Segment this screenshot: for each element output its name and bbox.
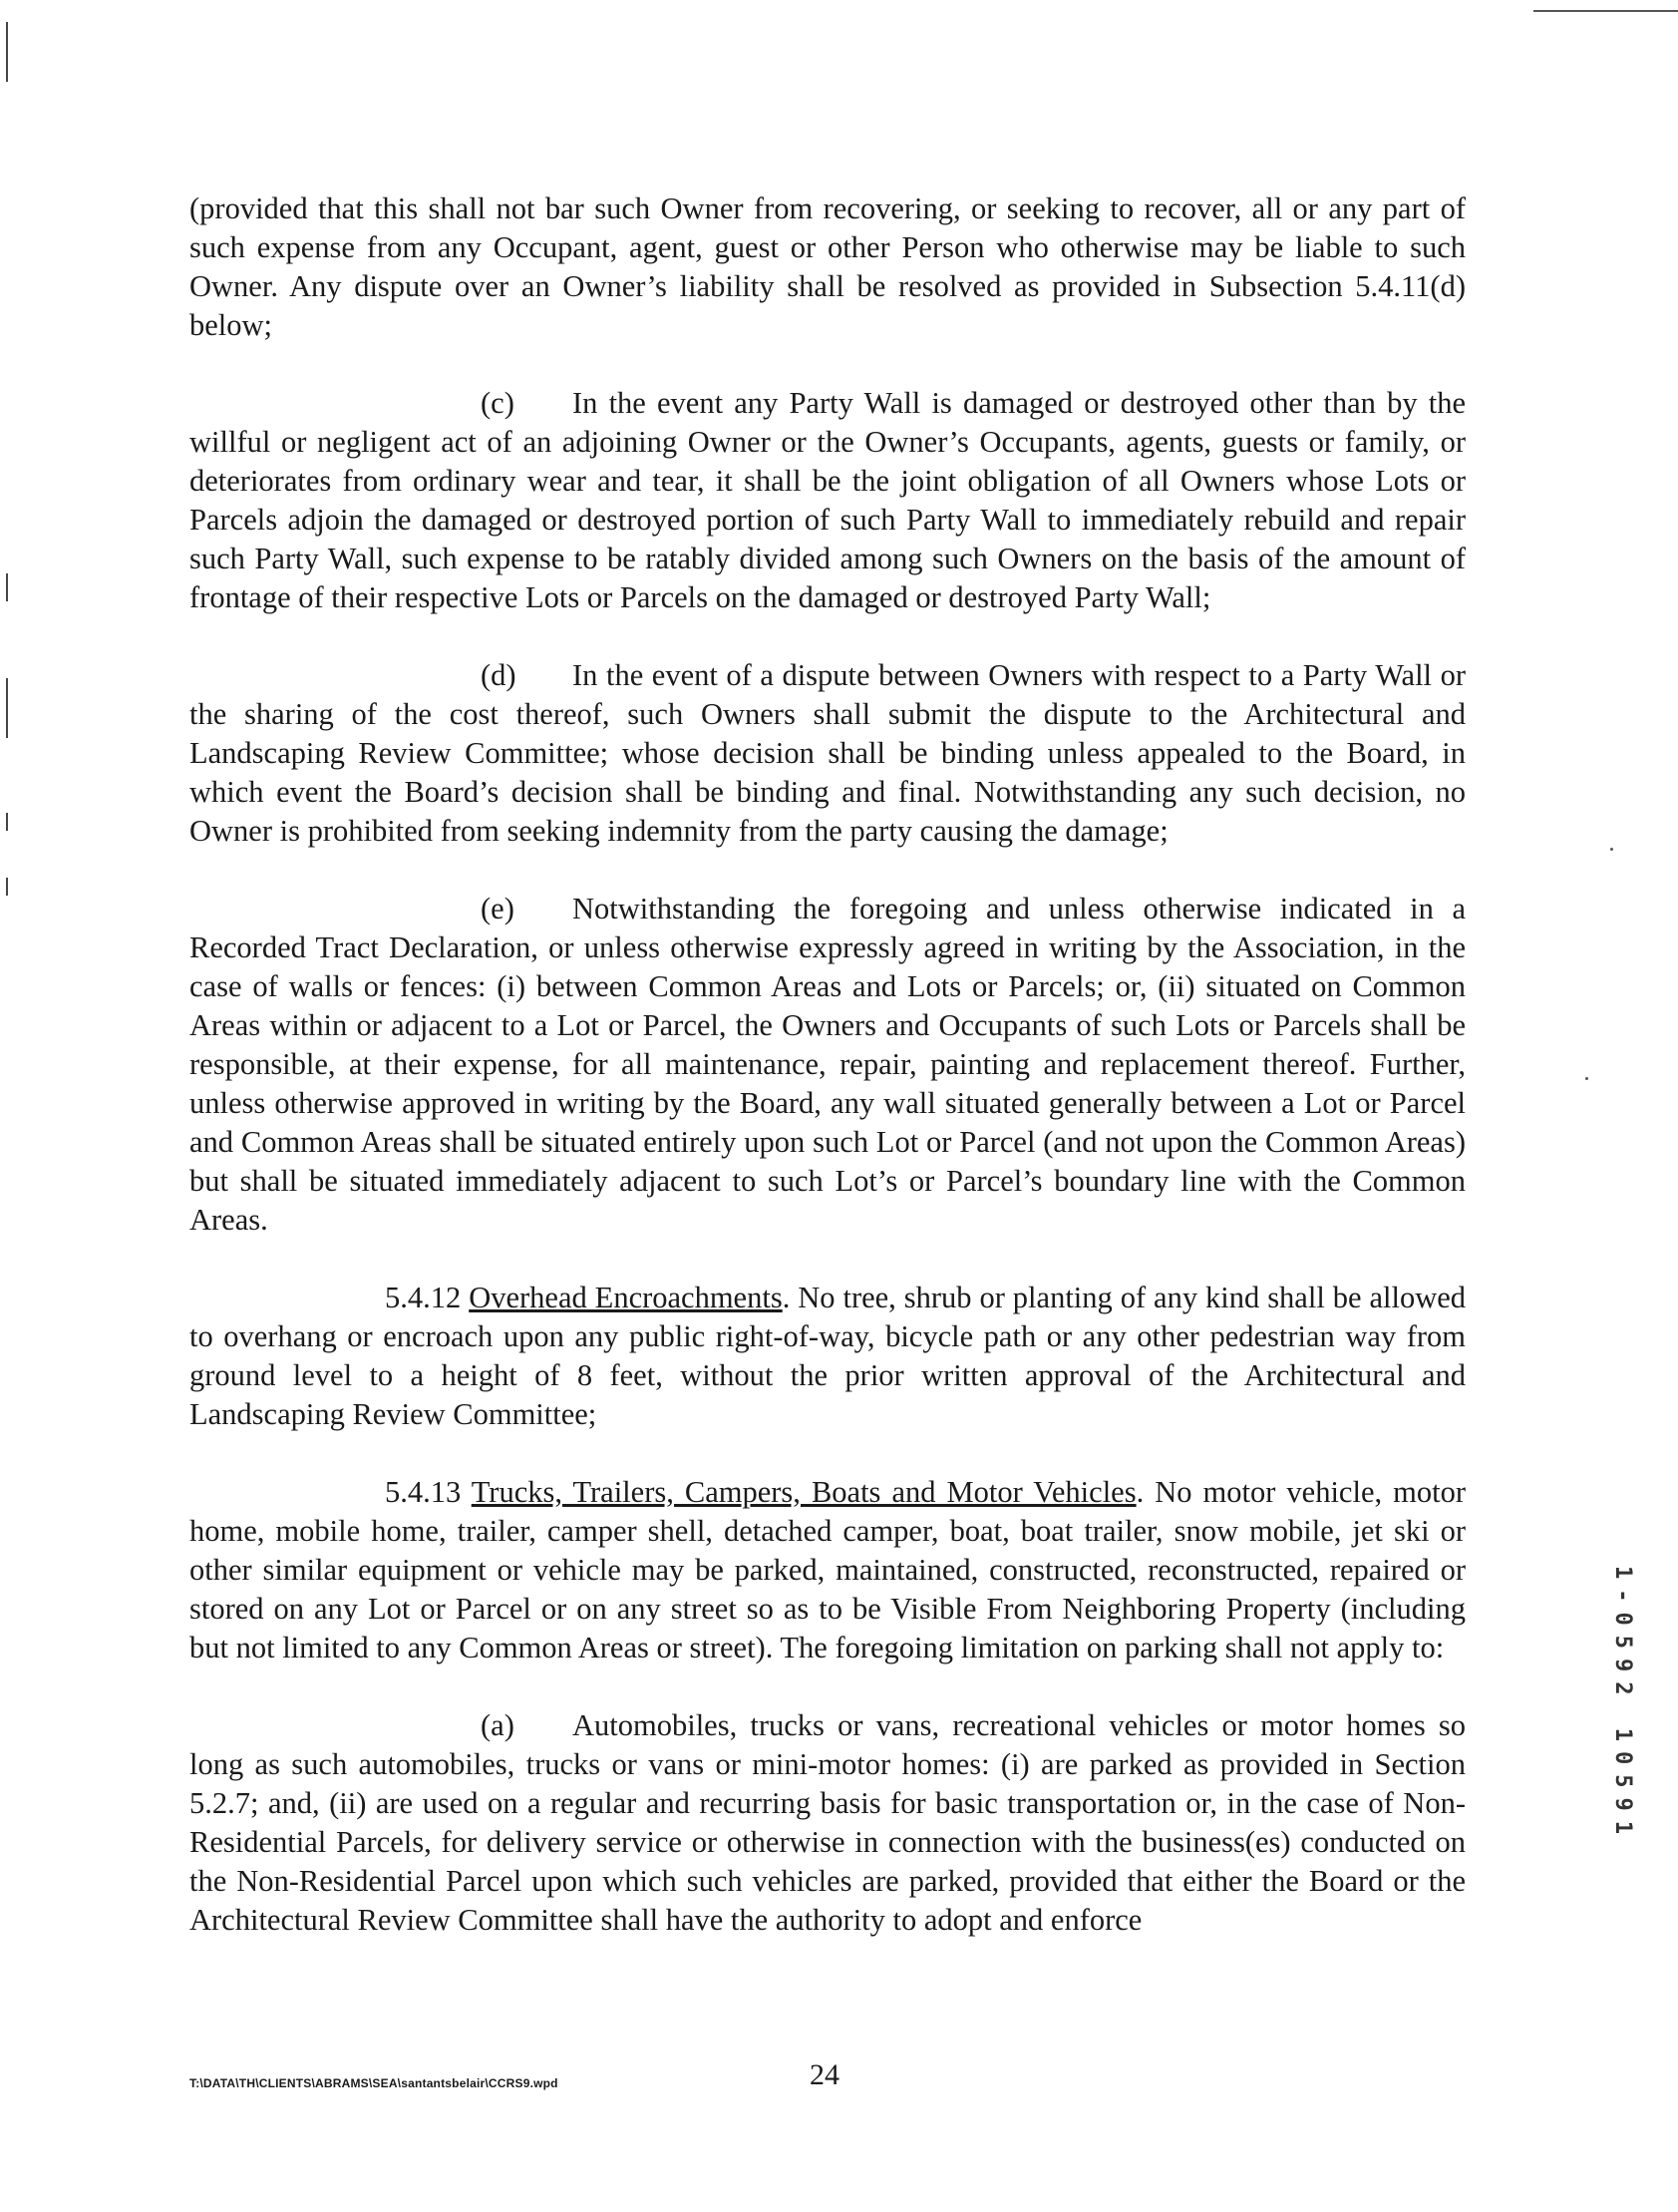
paragraph-a bbox=[189, 1706, 1466, 1940]
paragraph-text: (provided that this shall not bar such Owner from recovering, or seeking to recover, all or any part of such expense from any Occupant, agent, guest or other Person who otherwise may be liable to such Owner. Any dispute over an Owner’s liability shall be resolved as provided in Subsection 5.4.11(d) below; bbox=[189, 191, 1466, 342]
section-title: Trucks, Trailers, Campers, Boats and Motor Vehicles bbox=[471, 1475, 1137, 1509]
document-body bbox=[189, 189, 1466, 1979]
paragraph-continuation bbox=[189, 189, 1466, 345]
clause-marker: (d) bbox=[481, 658, 516, 692]
scan-edge-rule bbox=[1533, 10, 1678, 12]
paragraph-text: . No motor vehicle, motor home, mobile home, trailer, camper shell, detached camper, boat, boat trailer, snow mobile, jet ski or other similar equipment or vehicle may be parked, maintained, constructed, reconstructed, repaired or stored on any Lot or Parcel or on any street so as to be Visible From Neighboring Property (including but not limited to any Common Areas or street). The foregoing limitation on parking shall not apply to: bbox=[189, 1475, 1466, 1664]
paragraph-c bbox=[189, 384, 1466, 617]
scan-mark bbox=[6, 878, 8, 896]
scan-mark bbox=[6, 813, 8, 831]
scan-mark bbox=[6, 678, 8, 738]
scan-mark bbox=[6, 573, 8, 601]
section-5-4-13 bbox=[189, 1473, 1466, 1667]
clause-marker: (e) bbox=[481, 892, 514, 925]
paragraph-e bbox=[189, 890, 1466, 1240]
page-number: 24 bbox=[810, 2058, 839, 2091]
paragraph-text: Notwithstanding the foregoing and unless otherwise indicated in a Recorded Tract Declaration, or unless otherwise expressly agreed in writing by the Association, in the case of walls or fences: (i) between Common Areas and Lots or Parcels; or, (ii) situated on Common Areas within or adjacent to a Lot or Parcel, the Owners and Occupants of such Lots or Parcels shall be responsible, at their expense, for all maintenance, repair, painting and replacement thereof. Further, unless otherwise approved in writing by the Board, any wall situated generally between a Lot or Parcel and Common Areas shall be situated entirely upon such Lot or Parcel (and not upon the Common Areas) but shall be situated immediately adjacent to such Lot’s or Parcel’s boundary line with the Common Areas. bbox=[189, 892, 1466, 1237]
section-number: 5.4.12 bbox=[385, 1281, 462, 1314]
paragraph-text: . No tree, shrub or planting of any kind shall be allowed to overhang or encroach upon any public right-of-way, bicycle path or any other pedestrian way from ground level to a height of 8 feet, without the prior written approval of the Architectural and Landscaping Review Committee; bbox=[189, 1281, 1467, 1431]
scan-speck bbox=[1585, 1077, 1588, 1080]
scan-speck bbox=[1610, 848, 1613, 851]
paragraph-text: In the event of a dispute between Owners with respect to a Party Wall or the sharing of the cost thereof, such Owners shall submit the dispute to the Architectural and Landscaping Review Committee; whose decision shall be binding unless appealed to the Board, in which event the Board’s decision shall be binding and final. Notwithstanding any such decision, no Owner is prohibited from seeking indemnity from the party causing the damage; bbox=[189, 658, 1466, 848]
paragraph-text: Automobiles, trucks or vans, recreational vehicles or motor homes so long as such automobiles, trucks or vans or mini-motor homes: (i) are parked as provided in Section 5.2.7; and, (ii) are used on a regular and recurring basis for basic transportation or, in the case of Non-Residential Parcels, for delivery service or otherwise in connection with the business(es) conducted on the Non-Residential Parcel upon which such vehicles are parked, provided that either the Board or the Architectural Review Committee shall have the authority to adopt and enforce bbox=[189, 1708, 1466, 1937]
footer-file-path: T:\DATA\TH\CLIENTS\ABRAMS\SEA\santantsbelair\CCRS9.wpd bbox=[189, 2076, 558, 2090]
paragraph-text: In the event any Party Wall is damaged or destroyed other than by the willful or negligent act of an adjoining Owner or the Owner’s Occupants, agents, guests or family, or deteriorates from ordinary wear and tear, it shall be the joint obligation of all Owners whose Lots or Parcels adjoin the damaged or destroyed portion of such Party Wall to immediately rebuild and repair such Party Wall, such expense to be ratably divided among such Owners on the basis of the amount of frontage of their respective Lots or Parcels on the damaged or destroyed Party Wall; bbox=[189, 386, 1466, 614]
recording-stamp bbox=[1607, 1566, 1635, 1955]
section-5-4-12 bbox=[189, 1279, 1466, 1434]
scan-mark bbox=[6, 22, 8, 82]
clause-marker: (c) bbox=[481, 386, 514, 420]
section-number: 5.4.13 bbox=[385, 1475, 462, 1509]
section-title: Overhead Encroachments bbox=[469, 1281, 783, 1314]
recording-stamp-text: 1-0592 10591 bbox=[1610, 1566, 1635, 1844]
paragraph-d bbox=[189, 656, 1466, 851]
clause-marker: (a) bbox=[481, 1708, 514, 1742]
